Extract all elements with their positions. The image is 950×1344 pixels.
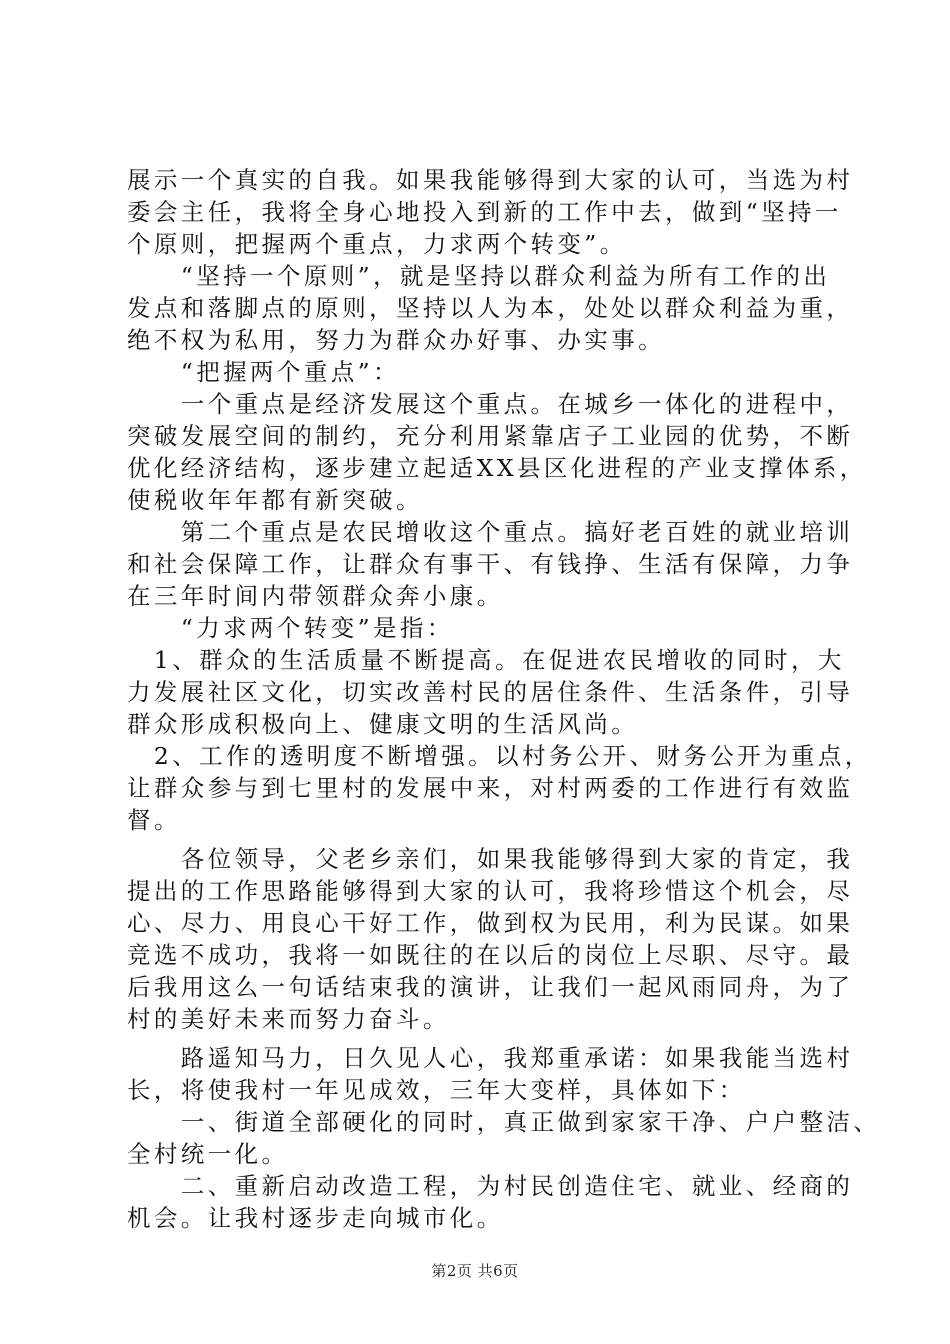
text-line: 后我用这么一句话结束我的演讲，让我们一起风雨同舟，为了 <box>127 973 854 1001</box>
text-line: 竞选不成功，我将一如既往的在以后的岗位上尽职、尽守。最 <box>127 941 854 969</box>
text-line: “力求两个转变”是指： <box>127 614 454 642</box>
text-line: 使税收年年都有新突破。 <box>127 486 423 514</box>
text-line: 提出的工作思路能够得到大家的认可，我将珍惜这个机会，尽 <box>127 877 854 905</box>
text-line: 力发展社区文化，切实改善村民的居住条件、生活条件，引导 <box>127 678 854 706</box>
text-line: 发点和落脚点的原则，坚持以人为本，处处以群众利益为重， <box>127 294 854 322</box>
text-line: 在三年时间内带领群众奔小康。 <box>127 582 504 610</box>
text-line: 村的美好未来而努力奋斗。 <box>127 1005 450 1033</box>
text-line: 绝不权为私用，努力为群众办好事、办实事。 <box>127 326 665 354</box>
text-line: 各位领导，父老乡亲们，如果我能够得到大家的肯定，我 <box>127 845 854 873</box>
text-line: 个原则，把握两个重点，力求两个转变”。 <box>127 230 627 258</box>
text-line: 群众形成积极向上、健康文明的生活风尚。 <box>127 710 639 738</box>
text-line: 机会。让我村逐步走向城市化。 <box>127 1204 504 1232</box>
page-number: 第2页 共6页 <box>431 1262 519 1280</box>
text-line: 全村统一化。 <box>127 1140 289 1168</box>
text-line: 二、重新启动改造工程，为村民创造住宅、就业、经商的 <box>127 1172 854 1200</box>
document-body <box>127 164 881 1234</box>
text-line: 心、尽力、用良心干好工作，做到权为民用，利为民谋。如果 <box>127 909 854 937</box>
text-line: 展示一个真实的自我。如果我能够得到大家的认可，当选为村 <box>127 166 854 194</box>
text-line: 优化经济结构，逐步建立起适XX县区化进程的产业支撑体系， <box>127 454 867 482</box>
text-line: “把握两个重点”： <box>127 358 400 386</box>
text-line: 长，将使我村一年见成效，三年大变样，具体如下： <box>127 1076 746 1104</box>
text-line: 让群众参与到七里村的发展中来，对村两委的工作进行有效监 <box>127 774 854 802</box>
text-line: 委会主任，我将全身心地投入到新的工作中去，做到“坚持一 <box>127 198 842 226</box>
text-line: 督。 <box>127 806 181 834</box>
text-line: 第二个重点是农民增收这个重点。搞好老百姓的就业培训 <box>127 518 854 546</box>
text-line: 和社会保障工作，让群众有事干、有钱挣、生活有保障，力争 <box>127 550 854 578</box>
text-line: 一个重点是经济发展这个重点。在城乡一体化的进程中， <box>127 390 854 418</box>
text-line: “坚持一个原则”，就是坚持以群众利益为所有工作的出 <box>127 262 831 290</box>
text-line: 突破发展空间的制约，充分利用紧靠店子工业园的优势，不断 <box>127 422 854 450</box>
text-line: 一、街道全部硬化的同时，真正做到家家干净、户户整洁、 <box>127 1108 881 1136</box>
text-line: 1、群众的生活质量不断提高。在促进农民增收的同时，大 <box>127 646 845 674</box>
text-line: 2、工作的透明度不断增强。以村务公开、财务公开为重点， <box>127 742 872 770</box>
text-line: 路遥知马力，日久见人心，我郑重承诺：如果我能当选村 <box>127 1044 854 1072</box>
